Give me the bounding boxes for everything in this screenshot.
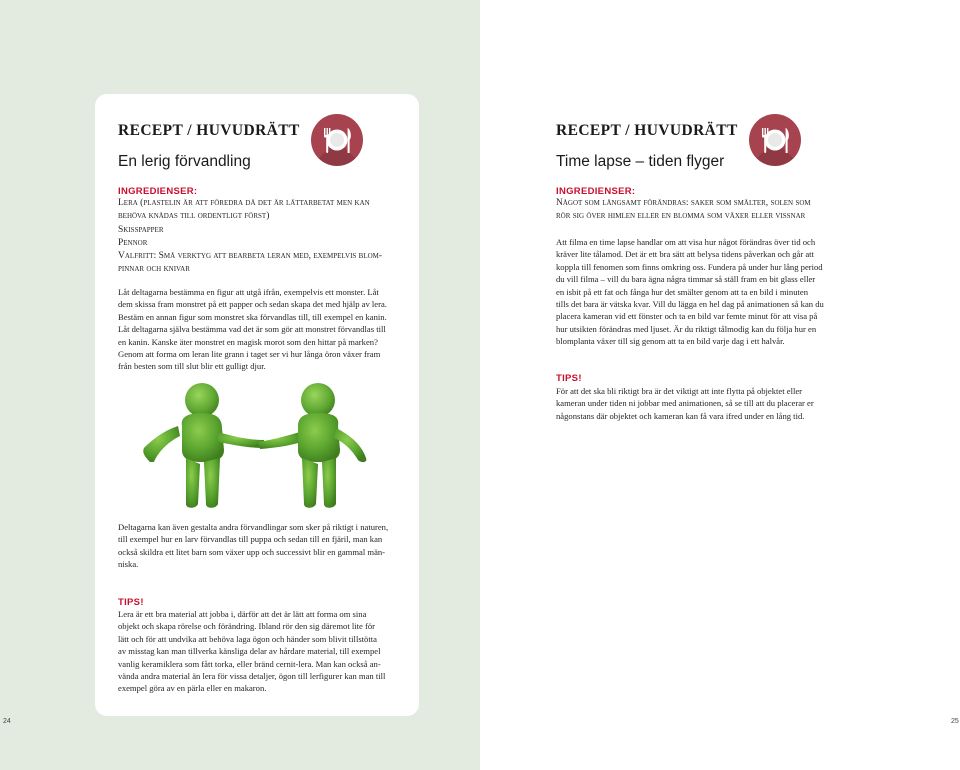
plate-fork-knife-icon [749,114,801,166]
ingredient-line: Pennor [118,237,148,248]
text-line: av misstag kan man tillverka känsliga delar av hårdare material, till exempel [118,646,381,657]
left-title: En lerig förvandling [118,153,251,170]
text-line: en kanin. Kanske äter monstret en magisk morot som den hittar på marken? [118,336,378,347]
left-tips-heading: TIPS! [118,597,144,608]
text-line: koppla till fenomen som finns omkring oss. Fundera på under hur lång period [556,261,823,272]
left-ingredients-list [118,197,408,277]
text-line: tills det bara är vätska kvar. Vill du lägga en hel dag på animationen så kan du [556,299,824,310]
text-line: också skildra ett litet barn som växer upp och successivt blir en gammal män- [118,546,386,557]
right-ingredients-heading: INGREDIENSER: [556,186,636,197]
left-tips-text [118,608,413,695]
text-line: Att filma en time lapse handlar om att visa hur något förändras över tid och [556,237,816,247]
left-kicker: RECEPT / HUVUDRÄTT [118,122,300,139]
ingredient-line: Skisspapper [118,224,164,235]
right-tips-text [556,385,856,422]
left-ingredients-heading: INGREDIENSER: [118,186,198,197]
text-line: exempel göra av en pärla eller en makaron. [118,683,267,694]
text-line: du vill filma – vill du bara ägna några timmar så ställ fram en bit glass eller [556,274,816,285]
ingredient-line: rör sig över himlen eller en blomma som växer eller vissnar [556,211,806,222]
plate-fork-knife-icon [311,114,363,166]
clay-figures-image [140,382,380,512]
text-line: till exempel hur en larv förvandlas till puppa och sedan till en fjäril, man kan [118,534,383,545]
ingredient-line: pinnar och knivar [118,264,190,275]
text-line: Bestäm en annan figur som monstret ska förvandlas till, till exempel en kanin. [118,311,387,322]
text-line: placera kameran vid ett fönster och ta en bild var femte minut för att visa på [556,311,818,322]
text-line: från besten som till slut blir ett gulligt djur. [118,361,266,372]
text-line: Genom att forma om leran lite grann i taget ser vi hur långa öron växer fram [118,349,381,360]
ingredient-line: Något som långsamt förändras: saker som smälter, solen som [556,198,811,208]
text-line: blomplanta växer till sig genom att ta en bild varje dag i ett halvår. [556,336,785,347]
right-page-number: 25 [951,718,959,725]
right-ingredients-list [556,197,856,224]
text-line: någonstans där objektet och kameran kan få vara ifred under en lång tid. [556,410,805,421]
right-instructions [556,236,856,348]
left-page-number: 24 [3,718,11,725]
ingredient-line: Valfritt: Små verktyg att bearbeta leran med, exempelvis blom- [118,251,383,262]
right-tips-heading: TIPS! [556,373,582,384]
left-instructions [118,286,413,373]
text-line: vanlig keramiklera som fått torka, eller bränd cernit-lera. Man kan också an- [118,658,381,669]
left-extra-text [118,521,413,571]
text-line: Deltagarna kan även gestalta andra förvandlingar som sker på riktigt i naturen, [118,522,389,532]
text-line: För att det ska bli riktigt bra är det viktigt att inte flytta på objektet eller [556,386,803,396]
ingredient-line: behöva knådas till ordentligt först) [118,211,270,222]
text-line: lätt och för att undvika att behöva laga ögon och händer som blivit tillstötta [118,633,377,644]
text-line: Låt deltagarna själva bestämma vad det är som gör att monstret förvandlas till [118,324,386,335]
text-line: kräver lite tålamod. Det är ett bra sätt att belysa tidens påverkan och går att [556,249,814,260]
text-line: niska. [118,559,139,570]
text-line: Låt deltagarna bestämma en figur att utgå ifrån, exempelvis ett monster. Låt [118,287,379,297]
ingredient-line: Lera (plastelin är att föredra då det är lättarbetat men kan [118,198,370,208]
text-line: kameran under tiden ni jobbar med animationen, så se till att du placerar er [556,398,814,409]
text-line: dem skissa fram monstret på ett papper och sedan skapa det med hjälp av lera. [118,299,387,310]
text-line: en isbit på ett fat och fånga hur det smälter genom att ta en bild i minuten [556,286,809,297]
text-line: Lera är ett bra material att jobba i, därför att det är lätt att forma om sina [118,609,367,619]
text-line: vända andra material än lera för vissa detaljer, ögon till lerfigurer kan man till [118,671,386,682]
text-line: hur utsikten förändras med ljuset. Är du riktigt tålmodig kan du följa hur en [556,323,817,334]
right-kicker: RECEPT / HUVUDRÄTT [556,122,738,139]
right-title: Time lapse – tiden flyger [556,153,725,170]
text-line: objekt och skapa rörelse och förändring. Ibland rör den sig däremot lite för [118,621,376,632]
